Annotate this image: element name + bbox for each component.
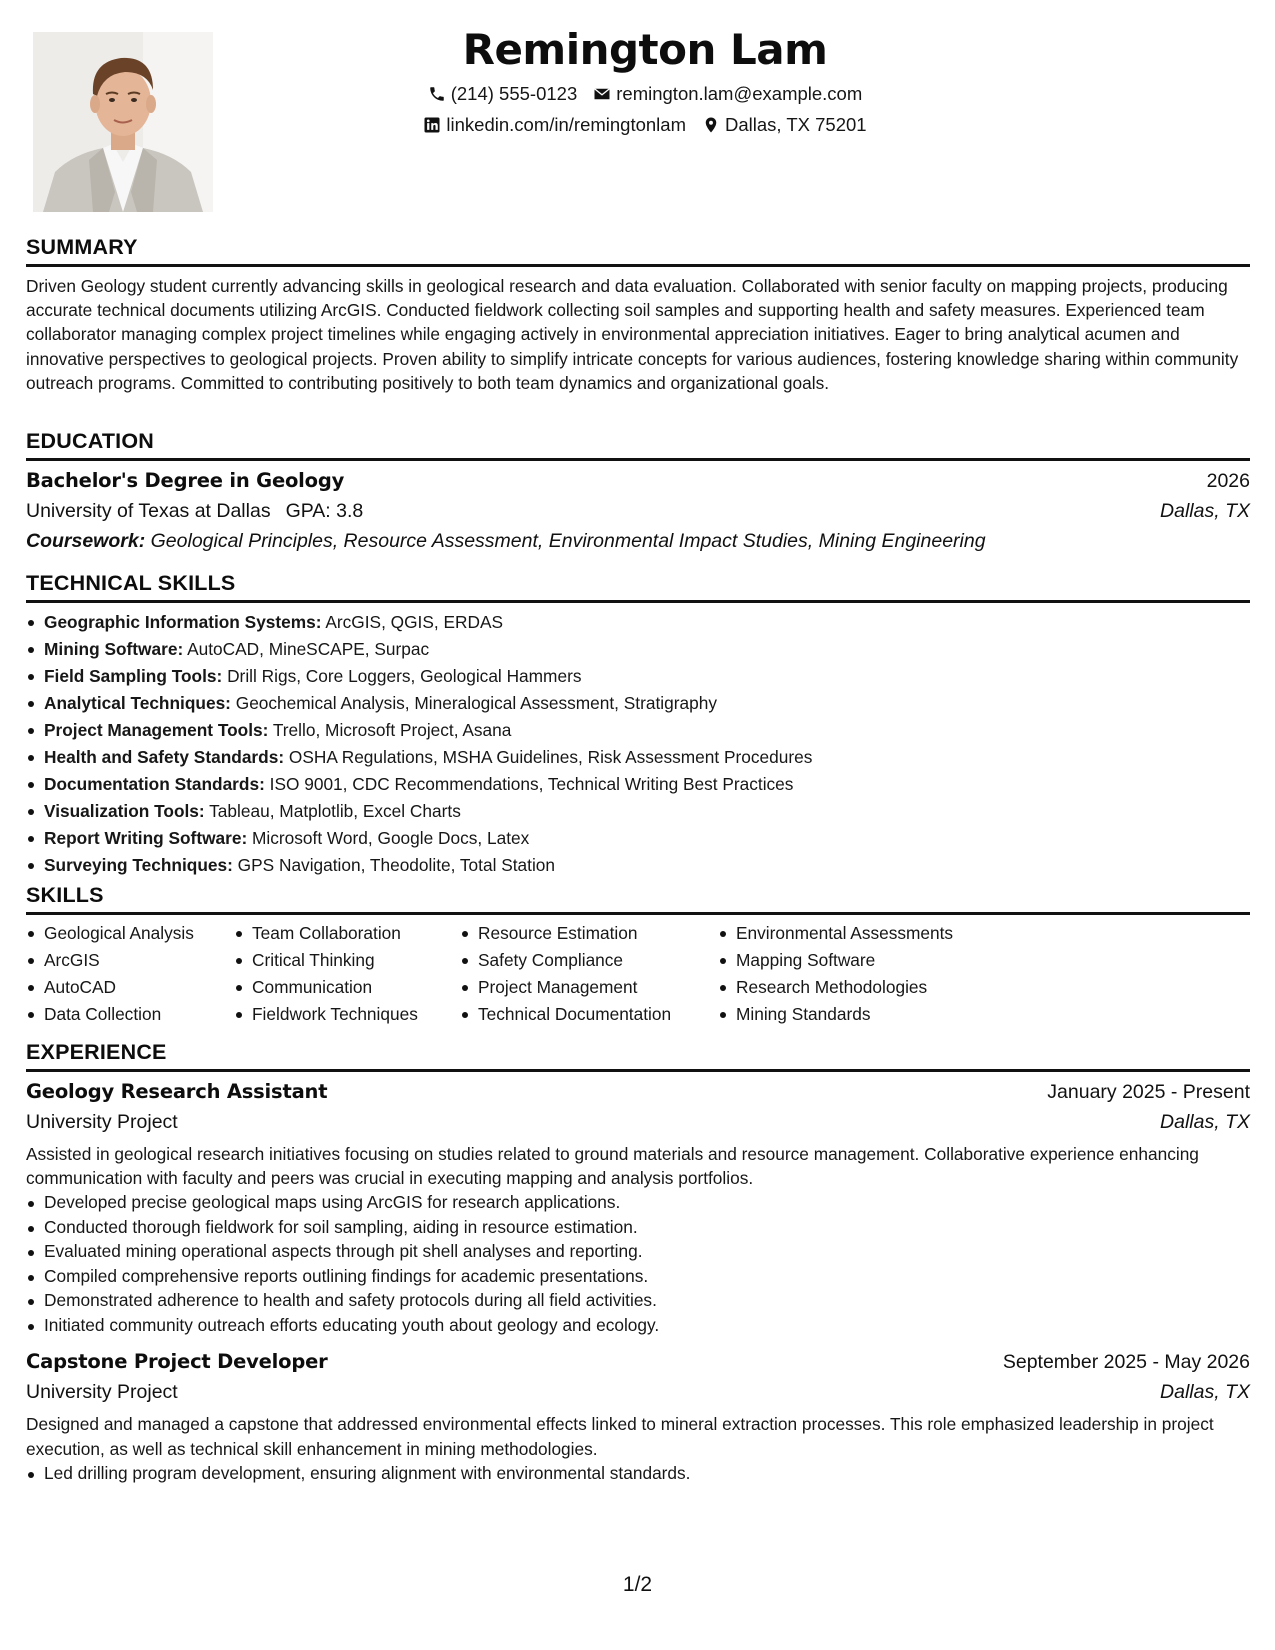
list-item: Fieldwork Techniques bbox=[234, 1001, 460, 1028]
section-divider bbox=[26, 264, 1250, 267]
skill-category: Report Writing Software: bbox=[44, 828, 248, 848]
summary-text: Driven Geology student currently advancing skills in geological research and data evaluation. Collaborated with senior faculty on mapping projects, producing accurate technical documents utilizing ArcGIS. Conducted fieldwork collecting soil samples and supporting health and safety measures. Experienced team collaborator managing complex project timelines while engaging actively in environmental appreciation initiatives. Eager to bring analytical acumen and innovative perspectives to geological projects. Proven ability to simplify intricate concepts for various audiences, fostering knowledge sharing within community outreach programs. Committed to contributing positively to both team dynamics and organizational goals. bbox=[26, 276, 1239, 393]
degree-title: Bachelor's Degree in Geology bbox=[26, 469, 345, 492]
technical-skills-section bbox=[26, 569, 1250, 879]
experience-entry bbox=[26, 1347, 1250, 1485]
list-item bbox=[26, 636, 1250, 663]
job-dates: September 2025 - May 2026 bbox=[1002, 1351, 1250, 1374]
contact-location bbox=[702, 109, 867, 140]
section-divider bbox=[26, 912, 1250, 915]
list-item: Geological Analysis bbox=[26, 920, 234, 947]
skill-values: Geochemical Analysis, Mineralogical Assessment, Stratigraphy bbox=[235, 693, 717, 713]
coursework-label: Coursework: bbox=[26, 530, 146, 552]
section-divider bbox=[26, 1069, 1250, 1072]
skill-category: Mining Software: bbox=[44, 639, 184, 659]
list-item: Technical Documentation bbox=[460, 1001, 718, 1028]
job-title: Capstone Project Developer bbox=[26, 1350, 328, 1374]
coursework-line bbox=[26, 526, 1250, 556]
section-divider bbox=[26, 458, 1250, 461]
skill-category: Field Sampling Tools: bbox=[44, 666, 223, 686]
education-row-1 bbox=[26, 466, 1250, 496]
page-number: 1/2 bbox=[622, 1573, 653, 1596]
job-bullets bbox=[26, 1190, 1250, 1337]
education-row-2 bbox=[26, 496, 1250, 526]
gpa: GPA: 3.8 bbox=[285, 500, 364, 522]
skills-column-1 bbox=[26, 920, 234, 1028]
section-divider bbox=[26, 600, 1250, 603]
skills-column-2 bbox=[234, 920, 460, 1028]
skill-values: GPS Navigation, Theodolite, Total Station bbox=[237, 855, 556, 875]
list-item bbox=[26, 771, 1250, 798]
job-location: Dallas, TX bbox=[1160, 1381, 1250, 1404]
list-item bbox=[26, 852, 1250, 879]
contact-row-1 bbox=[300, 78, 990, 109]
school-line bbox=[26, 496, 363, 526]
portrait-illustration bbox=[33, 32, 213, 212]
skills-section bbox=[26, 881, 1250, 1028]
linkedin-icon bbox=[423, 116, 441, 134]
list-item: Mining Standards bbox=[718, 1001, 1018, 1028]
summary-section bbox=[26, 233, 1250, 395]
job-org: University Project bbox=[26, 1381, 178, 1404]
skill-category: Geographic Information Systems: bbox=[44, 612, 322, 632]
job-title: Geology Research Assistant bbox=[26, 1080, 328, 1103]
map-pin-icon bbox=[702, 116, 720, 134]
graduation-year: 2026 bbox=[1206, 470, 1250, 492]
list-item: Resource Estimation bbox=[460, 920, 718, 947]
school-location: Dallas, TX bbox=[1160, 500, 1250, 522]
skill-values: AutoCAD, MineSCAPE, Surpac bbox=[187, 639, 430, 659]
list-item bbox=[26, 690, 1250, 717]
job-location: Dallas, TX bbox=[1160, 1111, 1250, 1133]
skill-values: ISO 9001, CDC Recommendations, Technical Writing Best Practices bbox=[269, 774, 794, 794]
list-item: Demonstrated adherence to health and safety protocols during all field activities. bbox=[26, 1288, 1250, 1313]
skill-category: Analytical Techniques: bbox=[44, 693, 231, 713]
job-header bbox=[26, 1077, 1250, 1107]
skill-values: Drill Rigs, Core Loggers, Geological Hammers bbox=[227, 666, 582, 686]
list-item: Data Collection bbox=[26, 1001, 234, 1028]
list-item: Developed precise geological maps using ArcGIS for research applications. bbox=[26, 1190, 1250, 1215]
list-item: Initiated community outreach efforts educating youth about geology and ecology. bbox=[26, 1313, 1250, 1338]
skill-category: Visualization Tools: bbox=[44, 801, 205, 821]
contact-email bbox=[593, 78, 862, 109]
list-item bbox=[26, 663, 1250, 690]
job-description: Assisted in geological research initiatives focusing on studies related to ground materials and resource management. Collaborative experience enhancing communication with faculty and peers was crucial in executing mapping and analysis portfolios. bbox=[26, 1144, 1199, 1189]
list-item bbox=[26, 744, 1250, 771]
experience-heading: EXPERIENCE bbox=[26, 1040, 167, 1064]
skill-values: Trello, Microsoft Project, Asana bbox=[272, 720, 512, 740]
skill-values: Tableau, Matplotlib, Excel Charts bbox=[209, 801, 461, 821]
job-description: Designed and managed a capstone that addressed environmental effects linked to mineral extraction processes. This role emphasized leadership in project execution, as well as technical skill enhancement in mining methodologies. bbox=[26, 1414, 1214, 1459]
envelope-icon bbox=[593, 85, 611, 103]
job-dates: January 2025 - Present bbox=[1047, 1081, 1250, 1103]
list-item: AutoCAD bbox=[26, 974, 234, 1001]
list-item: Compiled comprehensive reports outlining findings for academic presentations. bbox=[26, 1264, 1250, 1289]
email-address[interactable]: remington.lam@example.com bbox=[616, 83, 863, 104]
list-item: Evaluated mining operational aspects through pit shell analyses and reporting. bbox=[26, 1239, 1250, 1264]
education-section bbox=[26, 427, 1250, 556]
list-item bbox=[26, 717, 1250, 744]
job-org: University Project bbox=[26, 1111, 178, 1133]
skills-column-4 bbox=[718, 920, 1018, 1028]
profile-photo bbox=[33, 32, 213, 212]
linkedin-url[interactable]: linkedin.com/in/remingtonlam bbox=[446, 114, 686, 135]
experience-entry bbox=[26, 1077, 1250, 1337]
skill-category: Project Management Tools: bbox=[44, 720, 269, 740]
skills-heading: SKILLS bbox=[26, 883, 104, 907]
list-item bbox=[26, 798, 1250, 825]
skill-category: Surveying Techniques: bbox=[44, 855, 233, 875]
skills-grid bbox=[26, 920, 1250, 1028]
coursework-list: Geological Principles, Resource Assessment, Environmental Impact Studies, Mining Engineering bbox=[150, 530, 986, 552]
contact-linkedin bbox=[423, 109, 686, 140]
list-item: Conducted thorough fieldwork for soil sampling, aiding in resource estimation. bbox=[26, 1215, 1250, 1240]
list-item bbox=[26, 825, 1250, 852]
education-heading: EDUCATION bbox=[26, 429, 155, 453]
list-item: Mapping Software bbox=[718, 947, 1018, 974]
list-item: Critical Thinking bbox=[234, 947, 460, 974]
phone-icon bbox=[428, 85, 446, 103]
location-text: Dallas, TX 75201 bbox=[725, 114, 867, 135]
candidate-name: Remington Lam bbox=[462, 25, 828, 74]
skill-values: Microsoft Word, Google Docs, Latex bbox=[252, 828, 530, 848]
job-subheader bbox=[26, 1377, 1250, 1407]
summary-heading: SUMMARY bbox=[26, 235, 138, 259]
phone-number[interactable]: (214) 555-0123 bbox=[450, 83, 578, 104]
resume-header bbox=[300, 22, 990, 140]
list-item: Led drilling program development, ensuring alignment with environmental standards. bbox=[26, 1461, 1250, 1486]
list-item: Communication bbox=[234, 974, 460, 1001]
job-header bbox=[26, 1347, 1250, 1377]
list-item bbox=[26, 609, 1250, 636]
contact-phone bbox=[428, 78, 578, 109]
skill-category: Health and Safety Standards: bbox=[44, 747, 285, 767]
skill-category: Documentation Standards: bbox=[44, 774, 265, 794]
technical-skills-heading: TECHNICAL SKILLS bbox=[26, 571, 236, 595]
school-name: University of Texas at Dallas bbox=[26, 500, 271, 522]
list-item: Environmental Assessments bbox=[718, 920, 1018, 947]
list-item: Team Collaboration bbox=[234, 920, 460, 947]
skill-values: OSHA Regulations, MSHA Guidelines, Risk Assessment Procedures bbox=[288, 747, 813, 767]
skill-values: ArcGIS, QGIS, ERDAS bbox=[325, 612, 504, 632]
list-item: Research Methodologies bbox=[718, 974, 1018, 1001]
job-subheader bbox=[26, 1107, 1250, 1137]
technical-skills-list bbox=[26, 609, 1250, 879]
list-item: ArcGIS bbox=[26, 947, 234, 974]
skills-column-3 bbox=[460, 920, 718, 1028]
contact-row-2 bbox=[300, 109, 990, 140]
list-item: Project Management bbox=[460, 974, 718, 1001]
experience-section bbox=[26, 1038, 1250, 1485]
list-item: Safety Compliance bbox=[460, 947, 718, 974]
job-bullets bbox=[26, 1461, 1250, 1486]
